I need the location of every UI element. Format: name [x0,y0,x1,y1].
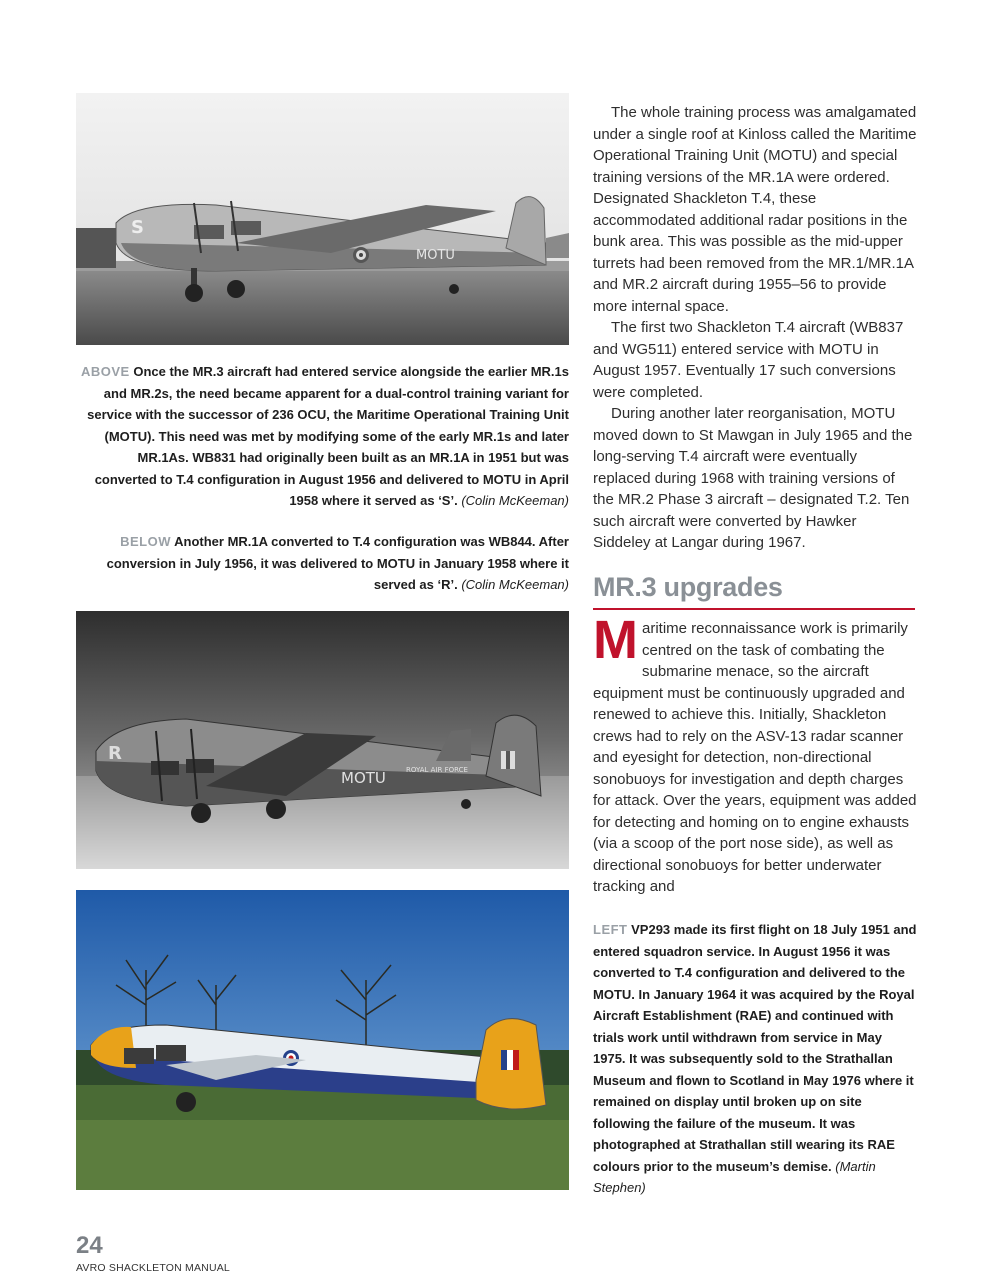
caption-left-tag: LEFT [593,922,628,937]
top-photo-motu-text: MOTU [416,248,455,263]
caption-below-tag: BELOW [120,534,171,549]
body-paragraph-1: The whole training process was amalgamated under a single roof at Kinloss called the Maritime Operational Training Unit (MOTU) and special training versions of the MR.1A were ordered. Designated Shackleton T.4, these accommodated additional radar positions in the bunk area. This was possible as the mid-upper turrets had been removed from the MR.1/MR.1A and MR.2 aircraft during 1955–56 to provide more internal space. [593,104,917,315]
photo-top-wb831 [76,93,569,345]
top-photo-nose-letter: S [131,217,144,238]
section-heading: MR.3 upgrades [593,572,915,610]
running-footer-title: AVRO SHACKLETON MANUAL [76,1262,230,1274]
caption-left-credit: (Martin Stephen) [593,1158,876,1195]
body-column [593,102,918,554]
page-number: 24 [76,1232,103,1259]
caption-left-text: VP293 made its first flight on 18 July 1951 and entered squadron service. In August 1956 it was converted to T.4 configuration and delivered to the MOTU. In January 1964 it was acquired by the Royal Aircraft Establishment (RAE) and continued with trials work until withdrawn from service in May 1975. It was subsequently sold to the Strathallan Museum and flown to Scotland in May 1976 where it remained on display until broken up on site following the failure of the museum. It was photographed at Strathallan still wearing its RAE colours prior to the museum’s demise. [593,922,917,1174]
middle-photo-nose-letter: R [108,743,122,764]
middle-photo-motu-text: MOTU [341,769,386,787]
photo-middle-wb844 [76,611,569,869]
caption-below [76,531,569,596]
photo-bottom-vp293 [76,890,569,1190]
caption-above-text: Once the MR.3 aircraft had entered service alongside the earlier MR.1s and MR.2s, the need became apparent for a dual-control training variant for service with the successor of 236 OCU, the Maritime Operational Training Unit (MOTU). This need was met by modifying some of the early MR.1s and later MR.1As. WB831 had originally been built as an MR.1A in 1951 but was converted to T.4 configuration in August 1956 and delivered to MOTU in April 1958 where it served as ‘S’. [87,364,569,508]
middle-photo-raf-text: ROYAL AIR FORCE [406,766,468,774]
caption-below-credit: (Colin McKeeman) [461,577,569,592]
body-paragraph-3: During another later reorganisation, MOTU moved down to St Mawgan in July 1965 and the long-serving T.4 aircraft were eventually replaced during 1968 with training versions of the MR.2 Phase 3 aircraft – designated T.2. Ten such aircraft were converted by Hawker Siddeley at Langar during 1967. [593,405,913,551]
section-dropcap: M [593,610,638,670]
section-body [593,610,918,898]
caption-above [76,361,569,512]
caption-left [593,919,918,1199]
caption-above-credit: (Colin McKeeman) [461,493,569,508]
body-paragraph-2: The first two Shackleton T.4 aircraft (WB837 and WG511) entered service with MOTU in August 1957. Eventually 17 such conversions were completed. [593,319,904,401]
section-paragraph: aritime reconnaissance work is primarily centred on the task of combating the submarine menace, so the aircraft equipment must be continuously upgraded and renewed to achieve this. Initially, Shackleton crews had to rely on the ASV-13 radar scanner and eyesight for detection, non-directional sonobuoys for investigation and depth charges for attack. Over the years, equipment was added for detecting and homing on to engine exhausts (via a scoop of the port nose side), as well as directional sonobuoys for better underwater tracking and [593,620,917,895]
caption-below-text: Another MR.1A converted to T.4 configuration was WB844. After conversion in July 1956, it was delivered to MOTU in January 1958 where it served as ‘R’. [106,534,569,592]
caption-above-tag: ABOVE [80,364,130,379]
